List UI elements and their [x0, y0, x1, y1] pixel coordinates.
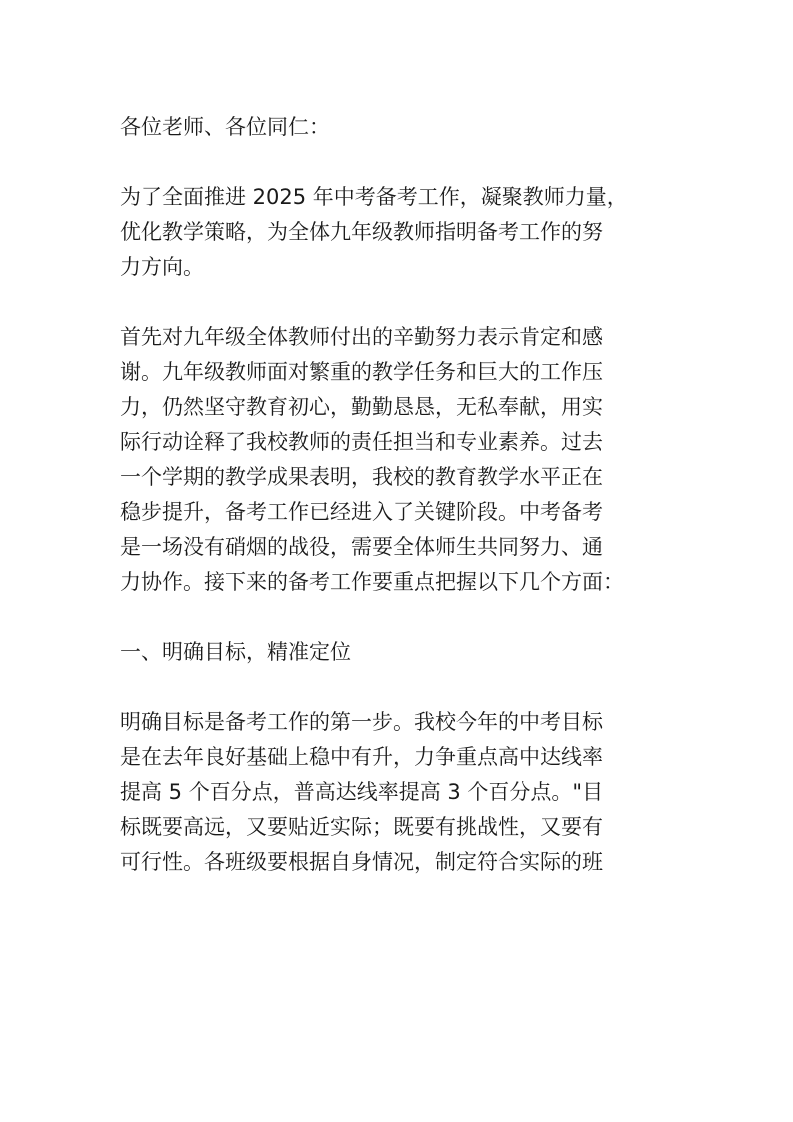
- text-line: 提高 5 个百分点，普高达线率提高 3 个百分点。"目: [120, 780, 604, 804]
- section-paragraph: [120, 705, 680, 880]
- text-line: 一、明确目标，精准定位: [120, 640, 351, 664]
- text-line: 谢。九年级教师面对繁重的教学任务和巨大的工作压: [120, 360, 603, 384]
- text-line: 力协作。接下来的备考工作要重点把握以下几个方面：: [120, 570, 624, 594]
- text-line: 标既要高远，又要贴近实际；既要有挑战性，又要有: [120, 815, 603, 839]
- intro-paragraph: [120, 180, 680, 285]
- text-line: 是在去年良好基础上稳中有升，力争重点高中达线率: [120, 745, 603, 769]
- document-body: [120, 110, 680, 880]
- text-line: 明确目标是备考工作的第一步。我校今年的中考目标: [120, 710, 603, 734]
- text-line: 可行性。各班级要根据自身情况，制定符合实际的班: [120, 850, 603, 874]
- text-line: 际行动诠释了我校教师的责任担当和专业素养。过去: [120, 430, 603, 454]
- text-line: 优化教学策略，为全体九年级教师指明备考工作的努: [120, 220, 603, 244]
- section-heading: [120, 635, 680, 670]
- text-line: 为了全面推进 2025 年中考备考工作，凝聚教师力量，: [120, 185, 628, 209]
- text-line: 力方向。: [120, 255, 204, 279]
- text-line: 稳步提升，备考工作已经进入了关键阶段。中考备考: [120, 500, 603, 524]
- greeting: [120, 110, 680, 145]
- text-line: 一个学期的教学成果表明，我校的教育教学水平正在: [120, 465, 603, 489]
- text-line: 力，仍然坚守教育初心，勤勤恳恳，无私奉献，用实: [120, 395, 603, 419]
- acknowledgement-paragraph: [120, 320, 680, 600]
- text-line: 各位老师、各位同仁：: [120, 115, 330, 139]
- text-line: 是一场没有硝烟的战役，需要全体师生共同努力、通: [120, 535, 603, 559]
- text-line: 首先对九年级全体教师付出的辛勤努力表示肯定和感: [120, 325, 603, 349]
